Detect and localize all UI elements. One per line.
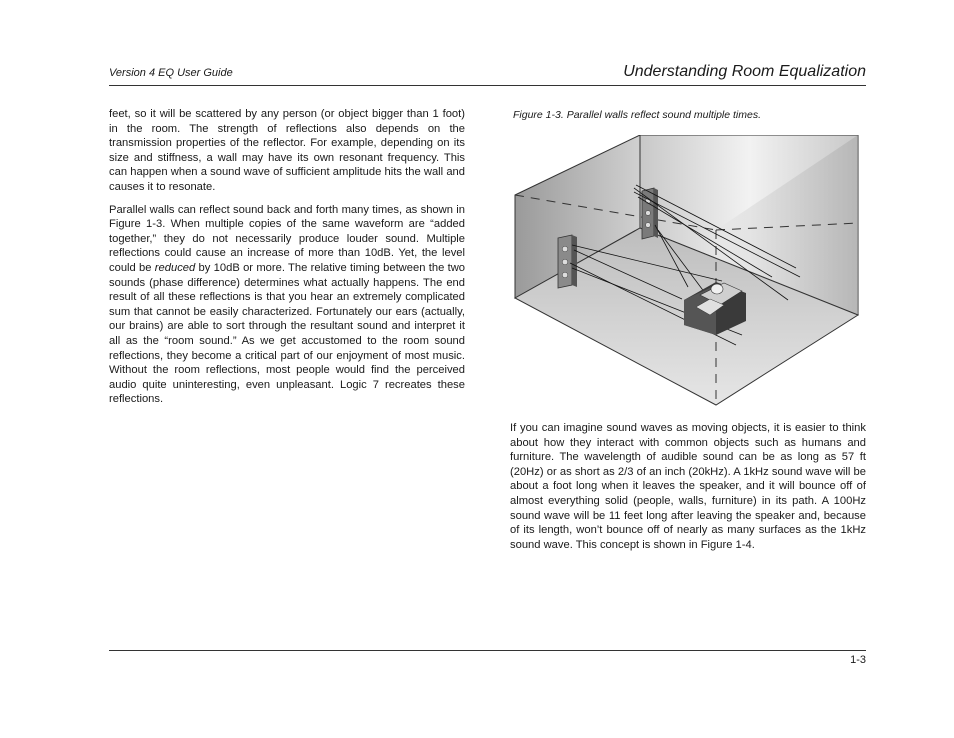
paragraph-parallel-walls-part1: Parallel walls can reflect sound back and forth many times, as shown in Figure 1-3. When multiple copies of the same waveform are “added together,” they do not necessarily produce louder sound. Multiple reflections could cause an increase of more than 10dB. Yet, the level could be bbox=[109, 203, 465, 274]
right-column bbox=[510, 421, 866, 560]
emphasis-reduced: reduced bbox=[154, 261, 196, 274]
paragraph-wavelength: If you can imagine sound waves as moving objects, it is easier to think about how they interact with common objects such as humans and furniture. The wavelength of audible sound can be as long as 57 ft (20Hz) or as short as 2/3 of an inch (20kHz). A 1kHz sound wave will be about a foot long when it leaves the speaker, and it will bounce off of almost everything solid (people, walls, furniture) in its path. A 100Hz sound wave will be 11 feet long after leaving the speaker and, because of its length, won’t bounce off of nearly as many surfaces as the 1kHz sound wave. This concept is shown in Figure 1-4. bbox=[510, 422, 866, 551]
paragraph-parallel-walls bbox=[109, 203, 465, 407]
left-column bbox=[109, 107, 465, 415]
header-rule bbox=[109, 85, 866, 86]
front-speaker-icon bbox=[558, 235, 577, 288]
figure-caption: Figure 1-3. Parallel walls reflect sound multiple times. bbox=[513, 109, 762, 121]
paragraph-reflections: feet, so it will be scattered by any person (or object bigger than 1 foot) in the room. The strength of reflections also depends on the transmission properties of the reflector. For example, depending on its size and stiffness, a wall may have its own resonant frequency. This can happen when a sound wave of sufficient amplitude hits the wall and causes it to resonate. bbox=[109, 108, 465, 193]
page-number: 1-3 bbox=[850, 654, 866, 666]
paragraph-parallel-walls-part2: by 10dB or more. The relative timing between the two sounds (phase difference) determines what actually happens. The end result of all these reflections is that you hear an extremely complicated sum that cannot be easily characterized. Fortunately our ears (actually, our brains) are able to sort through the resultant sound and interpret it all as the “room sound.” As we get accustomed to the room sound reflections, they become a critical part of our enjoyment of most music. Without the room reflections, most people would find the perceived audio quite uninteresting, even unpleasant. Logic 7 recreates these reflections. bbox=[109, 261, 465, 406]
footer-rule bbox=[109, 650, 866, 651]
room-reflection-figure bbox=[510, 135, 870, 410]
running-header-left: Version 4 EQ User Guide bbox=[109, 67, 233, 79]
room-illustration bbox=[510, 135, 870, 410]
running-header-title: Understanding Room Equalization bbox=[623, 63, 866, 80]
